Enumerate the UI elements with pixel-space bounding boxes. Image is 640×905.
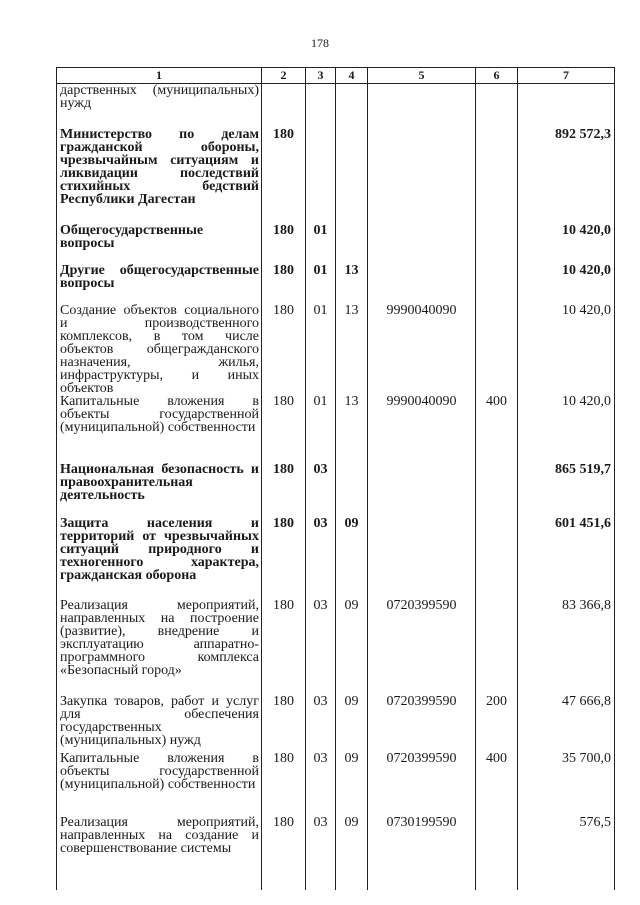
table-row xyxy=(57,599,615,695)
row-sum: 47 666,8 xyxy=(518,695,615,752)
row-ved: 180 xyxy=(262,224,306,264)
row-sum: 10 420,0 xyxy=(518,264,615,304)
row-pr: 13 xyxy=(336,395,368,463)
row-vr xyxy=(476,84,518,129)
row-sum: 10 420,0 xyxy=(518,224,615,264)
row-vr xyxy=(476,224,518,264)
row-sum xyxy=(518,84,615,129)
row-rz: 01 xyxy=(306,224,336,264)
row-ved: 180 xyxy=(262,517,306,599)
row-name: Закупка товаров, работ и услуг для обеспечения государственных (муниципальных) нужд xyxy=(57,695,262,752)
row-pr: 13 xyxy=(336,304,368,395)
table-row xyxy=(57,304,615,395)
table-row xyxy=(57,224,615,264)
row-vr xyxy=(476,816,518,890)
row-rz: 03 xyxy=(306,599,336,695)
row-vr xyxy=(476,304,518,395)
row-vr: 400 xyxy=(476,752,518,816)
row-name: Капитальные вложения в объекты государственной (муниципальной) собственности xyxy=(57,395,262,463)
row-rz: 03 xyxy=(306,517,336,599)
row-csr: 0720399590 xyxy=(368,599,476,695)
row-ved: 180 xyxy=(262,816,306,890)
row-name: Реализация мероприятий, направленных на создание и совершенствование системы xyxy=(57,816,262,890)
row-pr xyxy=(336,84,368,129)
row-vr xyxy=(476,599,518,695)
row-rz: 01 xyxy=(306,264,336,304)
row-vr xyxy=(476,517,518,599)
row-name: дарственных (муниципальных) нужд xyxy=(57,84,262,129)
header-col-7: 7 xyxy=(518,68,615,84)
row-ved: 180 xyxy=(262,752,306,816)
row-csr xyxy=(368,463,476,517)
row-csr: 9990040090 xyxy=(368,395,476,463)
row-csr: 0730199590 xyxy=(368,816,476,890)
row-pr xyxy=(336,224,368,264)
row-sum: 865 519,7 xyxy=(518,463,615,517)
row-csr: 0720399590 xyxy=(368,752,476,816)
table-row xyxy=(57,128,615,224)
row-pr xyxy=(336,463,368,517)
row-vr: 400 xyxy=(476,395,518,463)
row-csr xyxy=(368,84,476,129)
row-csr xyxy=(368,224,476,264)
row-pr: 13 xyxy=(336,264,368,304)
row-rz: 01 xyxy=(306,395,336,463)
row-pr: 09 xyxy=(336,695,368,752)
row-name: Создание объектов социального и производственного комплексов, в том числе объектов общегражданского назначения, жилья, инфраструктуры, и иных объектов xyxy=(57,304,262,395)
row-csr: 0720399590 xyxy=(368,695,476,752)
row-name: Реализация мероприятий, направленных на построение (развитие), внедрение и эксплуатацию аппаратно-программного комплекса «Безопасный город» xyxy=(57,599,262,695)
row-rz: 03 xyxy=(306,695,336,752)
row-sum: 35 700,0 xyxy=(518,752,615,816)
budget-table xyxy=(56,67,615,890)
row-rz: 01 xyxy=(306,304,336,395)
row-pr: 09 xyxy=(336,816,368,890)
row-pr: 09 xyxy=(336,752,368,816)
table-row xyxy=(57,84,615,129)
row-ved: 180 xyxy=(262,395,306,463)
row-ved: 180 xyxy=(262,264,306,304)
row-sum: 601 451,6 xyxy=(518,517,615,599)
header-col-2: 2 xyxy=(262,68,306,84)
row-name: Министерство по делам гражданской обороны, чрезвычайным ситуациям и ликвидации последствий стихийных бедствий Республики Дагестан xyxy=(57,128,262,224)
table-row xyxy=(57,816,615,890)
row-sum: 576,5 xyxy=(518,816,615,890)
row-rz: 03 xyxy=(306,816,336,890)
row-pr: 09 xyxy=(336,599,368,695)
row-name: Общегосударственные вопросы xyxy=(57,224,262,264)
row-vr xyxy=(476,463,518,517)
row-rz: 03 xyxy=(306,463,336,517)
table-row xyxy=(57,395,615,463)
table-row xyxy=(57,264,615,304)
row-sum: 10 420,0 xyxy=(518,395,615,463)
row-pr: 09 xyxy=(336,517,368,599)
row-ved: 180 xyxy=(262,304,306,395)
row-name: Национальная безопасность и правоохранительная деятельность xyxy=(57,463,262,517)
row-csr: 9990040090 xyxy=(368,304,476,395)
page-number: 178 xyxy=(311,36,329,50)
table-row xyxy=(57,752,615,816)
row-ved: 180 xyxy=(262,463,306,517)
row-sum: 892 572,3 xyxy=(518,128,615,224)
row-vr: 200 xyxy=(476,695,518,752)
row-pr xyxy=(336,128,368,224)
table-row xyxy=(57,695,615,752)
row-ved: 180 xyxy=(262,695,306,752)
header-col-5: 5 xyxy=(368,68,476,84)
row-rz xyxy=(306,128,336,224)
row-sum: 83 366,8 xyxy=(518,599,615,695)
row-rz: 03 xyxy=(306,752,336,816)
header-col-6: 6 xyxy=(476,68,518,84)
header-col-3: 3 xyxy=(306,68,336,84)
row-sum: 10 420,0 xyxy=(518,304,615,395)
row-vr xyxy=(476,264,518,304)
row-ved xyxy=(262,84,306,129)
row-name: Защита населения и территорий от чрезвычайных ситуаций природного и техногенного характера, гражданская оборона xyxy=(57,517,262,599)
row-csr xyxy=(368,517,476,599)
row-rz xyxy=(306,84,336,129)
row-vr xyxy=(476,128,518,224)
row-name: Капитальные вложения в объекты государственной (муниципальной) собственности xyxy=(57,752,262,816)
table-row xyxy=(57,517,615,599)
header-col-4: 4 xyxy=(336,68,368,84)
row-ved: 180 xyxy=(262,128,306,224)
table-header-row xyxy=(57,68,615,84)
table-row xyxy=(57,463,615,517)
row-ved: 180 xyxy=(262,599,306,695)
row-name: Другие общегосударственные вопросы xyxy=(57,264,262,304)
row-csr xyxy=(368,128,476,224)
row-csr xyxy=(368,264,476,304)
header-col-1: 1 xyxy=(57,68,262,84)
